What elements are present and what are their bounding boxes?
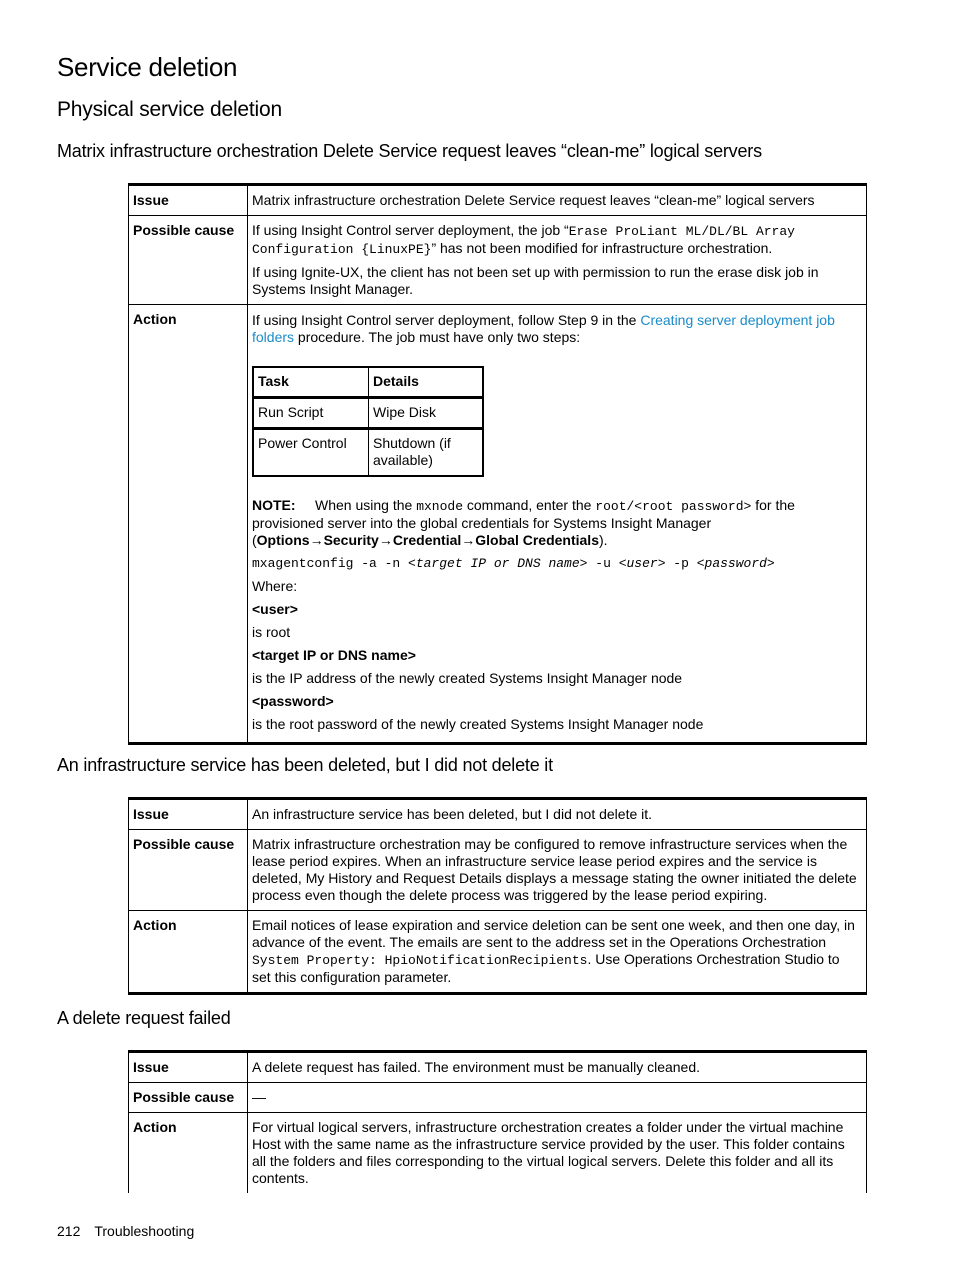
cause-label: Possible cause [129,216,248,305]
issue-text: Matrix infrastructure orchestration Delete Service request leaves “clean-me” logical servers [248,185,867,216]
action-label: Action [129,1113,248,1194]
definition-target: is the IP address of the newly created Systems Insight Manager node [252,670,683,686]
section3-table [128,1050,867,1193]
cause-cell [248,216,867,305]
table-cell: Run Script [253,398,369,429]
issue-label: Issue [129,185,248,216]
action-cell [248,305,867,744]
cause-text: — [248,1083,867,1113]
term-user: <user> [252,601,298,617]
table-cell: Power Control [253,429,369,477]
table-row [129,799,867,830]
page-number: 212 [57,1223,81,1239]
definition-password: is the root password of the newly created Systems Insight Manager node [252,716,704,732]
section2-heading: An infrastructure service has been deleted, but I did not delete it [57,755,553,775]
issue-label: Issue [129,799,248,830]
table-cell: Wipe Disk [369,398,484,429]
where-label: Where: [252,578,298,594]
footer-section-name: Troubleshooting [94,1223,195,1239]
issue-label: Issue [129,1052,248,1083]
cause-paragraph: If using Ignite-UX, the client has not been set up with permission to run the erase disk job in Systems Insight Manager. [252,264,819,297]
section1-table [128,183,867,745]
table-row [129,305,867,744]
note-label: NOTE: [252,497,296,513]
page-title: Service deletion [57,52,238,82]
action-text: For virtual logical servers, infrastructure orchestration creates a folder under the virtual machine Host with the same name as the infrastructure service provided by the user. This folder contains all the folders and files corresponding to the virtual logical servers. Delete this folder and all its contents. [248,1113,867,1194]
system-property-code: System Property: HpioNotificationRecipients [252,953,588,968]
table-row [129,185,867,216]
creating-job-folders-link[interactable]: Creating server deployment job folders [252,312,835,345]
note: NOTE: When using the mxnode command, enter the root/<root password> for the provisioned server into the global credentials for Systems Insight Manager (Options→Security→Credential→Global Credentials). [252,497,795,548]
table-row [129,1083,867,1113]
table-row [129,911,867,994]
section-subtitle: Physical service deletion [57,98,282,121]
section3-heading: A delete request failed [57,1008,231,1028]
section1-heading: Matrix infrastructure orchestration Delete Service request leaves “clean-me” logical servers [57,141,762,161]
table-row [129,1052,867,1083]
table-row [129,830,867,911]
action-label: Action [129,911,248,994]
mxnode-code: mxnode [416,499,463,514]
table-row [253,429,483,477]
issue-text: An infrastructure service has been deleted, but I did not delete it. [248,799,867,830]
root-password-code: root/<root password> [595,499,752,514]
action-cell: Email notices of lease expiration and service deletion can be sent one week, and then one day, in advance of the event. The emails are sent to the address set in the Operations Orchestration System Property: HpioNotificationRecipients. Use Operations Orchestration Studio to set this configuration parameter. [248,911,867,994]
cause-label: Possible cause [129,1083,248,1113]
table-row [129,1113,867,1194]
definition-user: is root [252,624,291,640]
section2-table [128,797,867,995]
table-cell: Shutdown (if available) [369,429,484,477]
steps-table [252,366,484,477]
column-header-task: Task [253,367,369,398]
term-target: <target IP or DNS name> [252,647,416,663]
action-label: Action [129,305,248,744]
job-name-code: Erase ProLiant ML/DL/BL Array Configuration {LinuxPE} [252,224,795,257]
table-row [129,216,867,305]
column-header-details: Details [369,367,484,398]
action-paragraph: If using Insight Control server deployment, follow Step 9 in the Creating server deployment job folders procedure. The job must have only two steps: [252,312,835,345]
table-row [253,367,483,398]
cause-paragraph: If using Insight Control server deployment, the job “Erase ProLiant ML/DL/BL Array Configuration {LinuxPE}” has not been modified for infrastructure orchestration. [252,222,795,257]
cause-text: Matrix infrastructure orchestration may be configured to remove infrastructure services when the lease period expires. When an infrastructure service lease period expires and the service is deleted, My History and Request Details displays a message stating the owner initiated the delete process even though the delete process was triggered by the lease period expiring. [248,830,867,911]
table-row [253,398,483,429]
page-footer [57,1223,194,1239]
issue-text: A delete request has failed. The environment must be manually cleaned. [248,1052,867,1083]
menu-path: Options→Security→Credential→Global Credentials [256,532,599,548]
command-line: mxagentconfig -a -n <target IP or DNS name> -u <user> -p <password> [252,556,775,571]
term-password: <password> [252,693,334,709]
cause-label: Possible cause [129,830,248,911]
